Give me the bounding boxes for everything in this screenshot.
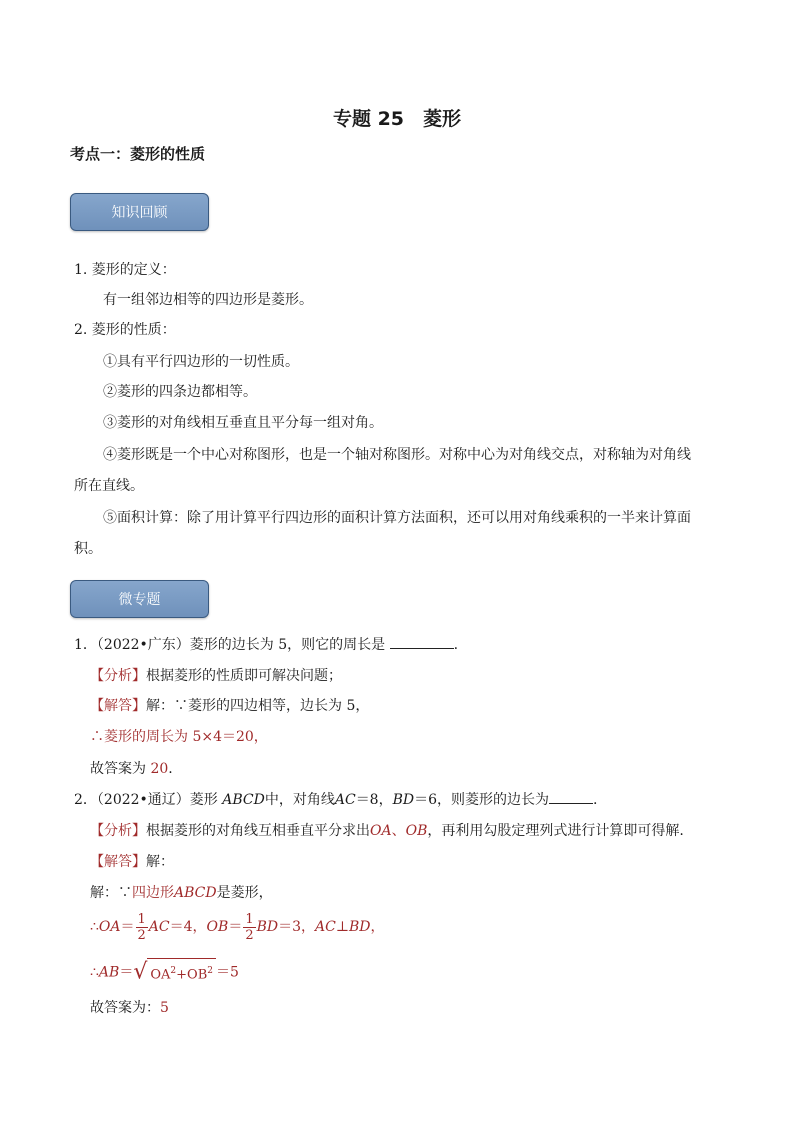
q2-step3-eq: ＝: [119, 964, 134, 981]
q1-answer-tag: 【解答】: [90, 698, 146, 714]
q2-analysis-oa: OA: [370, 823, 392, 839]
q2-stem-text-b: 中，对角线: [264, 792, 335, 808]
exponent-2: 2: [207, 966, 213, 976]
q2-step1-text-a: 解：∵: [90, 885, 132, 901]
q1-analysis-text: 根据菱形的性质即可解决问题；: [146, 668, 342, 684]
q2-answer-text: 解：: [146, 854, 174, 870]
fraction-numerator: 1: [137, 911, 146, 927]
review-label: 知识回顾: [70, 193, 209, 231]
q2-stem-bd: BD: [392, 792, 415, 808]
q2-analysis-ob: OB: [405, 823, 428, 839]
q2-answer: [90, 852, 174, 872]
q1-answer-text: 解：∵菱形的四边相等，边长为 5，: [146, 698, 370, 714]
q2-step2-bd: BD: [256, 919, 279, 935]
q2-stem-end: .: [593, 792, 598, 808]
fraction-denominator: 2: [137, 927, 146, 943]
section-heading: 考点一：菱形的性质: [70, 145, 206, 163]
property-item-2: ②菱形的四条边都相等。: [103, 384, 257, 400]
q2-final-label: 故答案为：: [90, 1000, 160, 1016]
q2-step2-text-b: ＝4，: [169, 919, 207, 935]
q2-analysis-text-a: 根据菱形的对角线互相垂直平分求出: [146, 823, 370, 839]
property-title: 2. 菱形的性质：: [74, 322, 176, 338]
definition-title: 1. 菱形的定义：: [74, 262, 176, 278]
property-item-3: ③菱形的对角线相互垂直且平分每一组对角。: [103, 415, 383, 431]
q2-answer-blank: [549, 789, 593, 804]
property-item-1: ①具有平行四边形的一切性质。: [103, 354, 299, 370]
q2-stem: [74, 789, 598, 810]
q2-stem-text-d: ＝6，则菱形的边长为: [414, 792, 550, 808]
property-item-4-line1: ④菱形既是一个中心对称图形，也是一个轴对称图形。对称中心为对角线交点，对称轴为对角线: [103, 447, 691, 463]
q2-stem-ac: AC: [334, 792, 356, 808]
q2-step2-ac: AC: [148, 919, 170, 935]
q2-step1-text-c: 是菱形，: [216, 885, 273, 901]
q2-final-value: 5: [160, 1000, 169, 1016]
q2-final: [90, 998, 169, 1018]
q2-stem-text-a: 2．（2022•通辽）菱形: [74, 792, 218, 808]
q2-step3-therefore: ∴: [90, 964, 99, 981]
q2-analysis-text-b: ，再利用勾股定理列式进行计算即可得解.: [427, 823, 684, 839]
q1-analysis-tag: 【分析】: [90, 668, 146, 684]
q1-analysis: [90, 666, 342, 686]
q2-step2-fraction-1: [136, 912, 148, 943]
q2-step2-eq-1: ＝: [120, 919, 135, 935]
q1-step: ∴菱形的周长为 5×4＝20，: [90, 729, 268, 745]
sqrt-radicand: [147, 958, 216, 987]
property-item-5-line2: 积。: [74, 541, 102, 557]
q2-step2-text-d: ，: [370, 919, 385, 935]
fraction-denominator: 2: [245, 927, 254, 943]
q2-stem-text-c: ＝8，: [355, 792, 393, 808]
radicand-ob: +OB: [176, 967, 208, 983]
property-item-5-line1: ⑤面积计算：除了用计算平行四边形的面积计算方法面积，还可以用对角线乘积的一半来计算面: [103, 510, 691, 526]
q2-step-1: [90, 883, 273, 903]
q2-step-2: [90, 908, 385, 946]
q1-answer-blank: [390, 634, 454, 649]
q2-step2-eq-2: ＝: [228, 919, 243, 935]
q1-answer: [90, 696, 369, 716]
q2-step2-oa: OA: [98, 919, 121, 935]
q1-stem: [74, 634, 458, 655]
q2-step3-result: ＝5: [215, 964, 239, 981]
q2-step1-text-b: 四边形: [132, 885, 174, 901]
q1-stem-text: 1．（2022•广东）菱形的边长为 5，则它的周长是: [74, 637, 386, 653]
q2-answer-tag: 【解答】: [90, 854, 146, 870]
topic-label: 微专题: [70, 580, 209, 618]
property-item-4-line2: 所在直线。: [74, 478, 144, 494]
q2-step2-ob: OB: [206, 919, 229, 935]
q2-step-3: [90, 958, 239, 987]
q1-stem-end: .: [453, 637, 459, 653]
q2-analysis: [90, 821, 684, 841]
q1-final-end: .: [168, 761, 173, 777]
q2-analysis-tag: 【分析】: [90, 823, 146, 839]
radicand-oa: OA: [150, 967, 171, 983]
q1-final-label: 故答案为: [90, 761, 146, 777]
q2-analysis-sep: 、: [391, 823, 406, 839]
page-title: 专题 25 菱形: [332, 108, 462, 130]
sqrt-expression: [133, 958, 216, 987]
exponent-1: 2: [170, 966, 177, 976]
q2-step1-abcd: ABCD: [174, 885, 217, 901]
q2-step2-perp: AC⊥BD: [315, 919, 371, 935]
q2-stem-abcd: ABCD: [222, 792, 265, 808]
q2-step2-text-c: ＝3，: [278, 919, 316, 935]
q1-final: [90, 759, 173, 779]
sqrt-sign-icon: √: [133, 959, 148, 985]
q2-step2-therefore: ∴: [90, 919, 99, 935]
definition-body: 有一组邻边相等的四边形是菱形。: [103, 292, 313, 308]
q2-step2-fraction-2: [243, 912, 255, 943]
q2-step3-ab: AB: [98, 964, 120, 981]
fraction-numerator: 1: [245, 911, 254, 927]
q1-final-value: 20: [146, 761, 169, 777]
